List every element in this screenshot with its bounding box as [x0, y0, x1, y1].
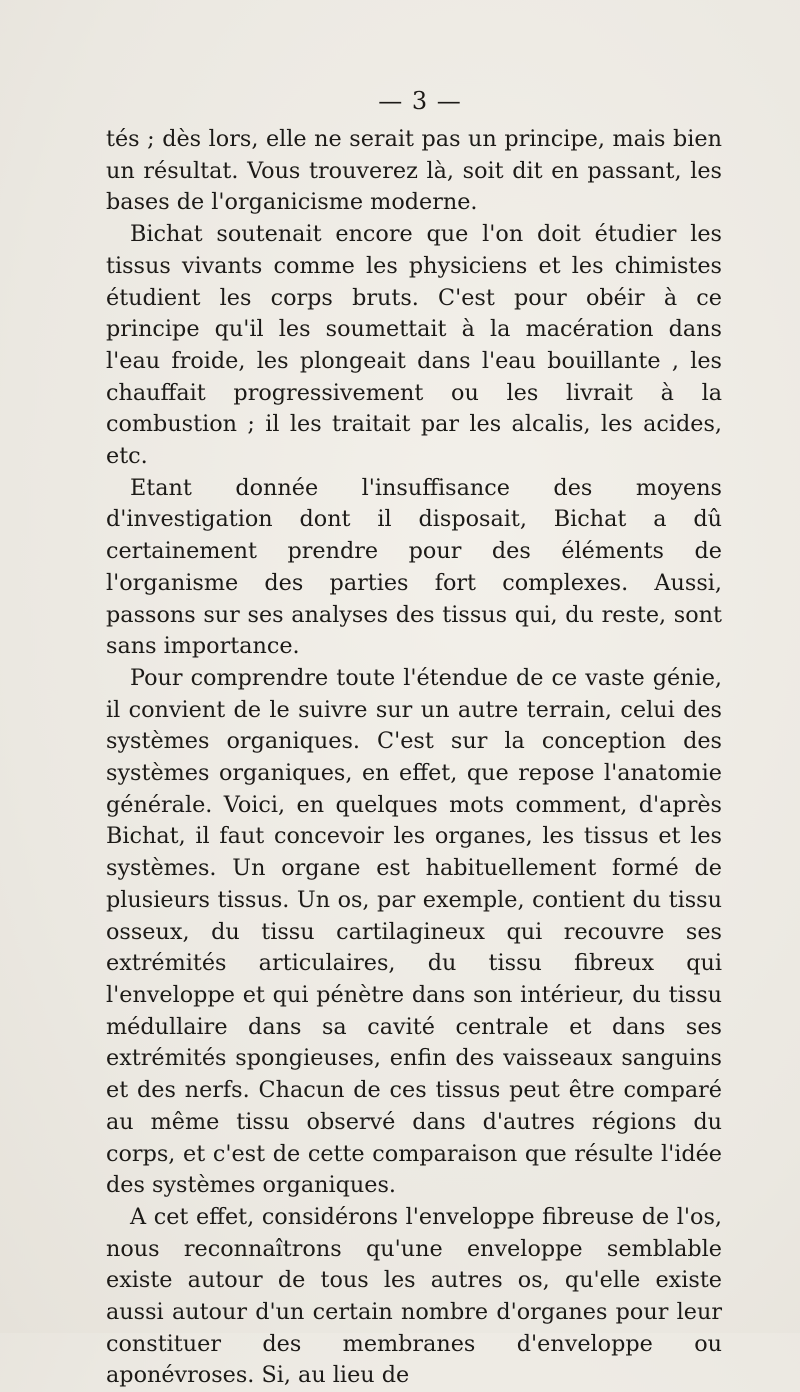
paragraph-4: Pour comprendre toute l'étendue de ce vaste génie, il convient de le suivre sur un autre terrain, celui des systèmes organiques. C'est sur la conception des systèmes organiques, en effet, que repose l'anatomie générale. Voici, en quelques mots comment, d'après Bichat, il faut concevoir les organes, les tissus et les systèmes. Un organe est habituellement formé de plusieurs tissus. Un os, par exemple, contient du tissu osseux, du tissu cartilagineux qui recouvre ses extrémités articulaires, du tissu fibreux qui l'enveloppe et qui pénètre dans son intérieur, du tissu médullaire dans sa cavité centrale et dans ses extrémités spongieuses, enfin des vaisseaux sanguins et des nerfs. Chacun de ces tissus peut être comparé au même tissu observé dans d'autres régions du corps, et c'est de cette comparaison que résulte l'idée des systèmes organiques.	[106, 664, 722, 1199]
page-number: — 3 —	[378, 87, 462, 115]
body-text	[106, 124, 722, 1392]
paragraph-3: Etant donnée l'insuffisance des moyens d'investigation dont il disposait, Bichat a dû certainement prendre pour des éléments de l'organisme des parties fort complexes. Aussi, passons sur ses analyses des tissus qui, du reste, sont sans importance.	[106, 474, 722, 660]
paragraph-2: Bichat soutenait encore que l'on doit étudier les tissus vivants comme les physiciens et les chimistes étudient les corps bruts. C'est pour obéir à ce principe qu'il les soumettait à la macération dans l'eau froide, les plongeait dans l'eau bouillante , les chauffait progressivement ou les livrait à la combustion ; il les traitait par les alcalis, les acides, etc.	[106, 221, 722, 470]
paragraph-5: A cet effet, considérons l'enveloppe fibreuse de l'os, nous reconnaîtrons qu'une enveloppe semblable existe autour de tous les autres os, qu'elle existe aussi autour d'un certain nombre d'organes pour leur constituer des membranes d'enveloppe ou aponévroses. Si, au lieu de	[106, 1203, 722, 1389]
paragraph-1: tés ; dès lors, elle ne serait pas un principe, mais bien un résultat. Vous trouverez là, soit dit en passant, les bases de l'organicisme moderne.	[106, 126, 722, 216]
